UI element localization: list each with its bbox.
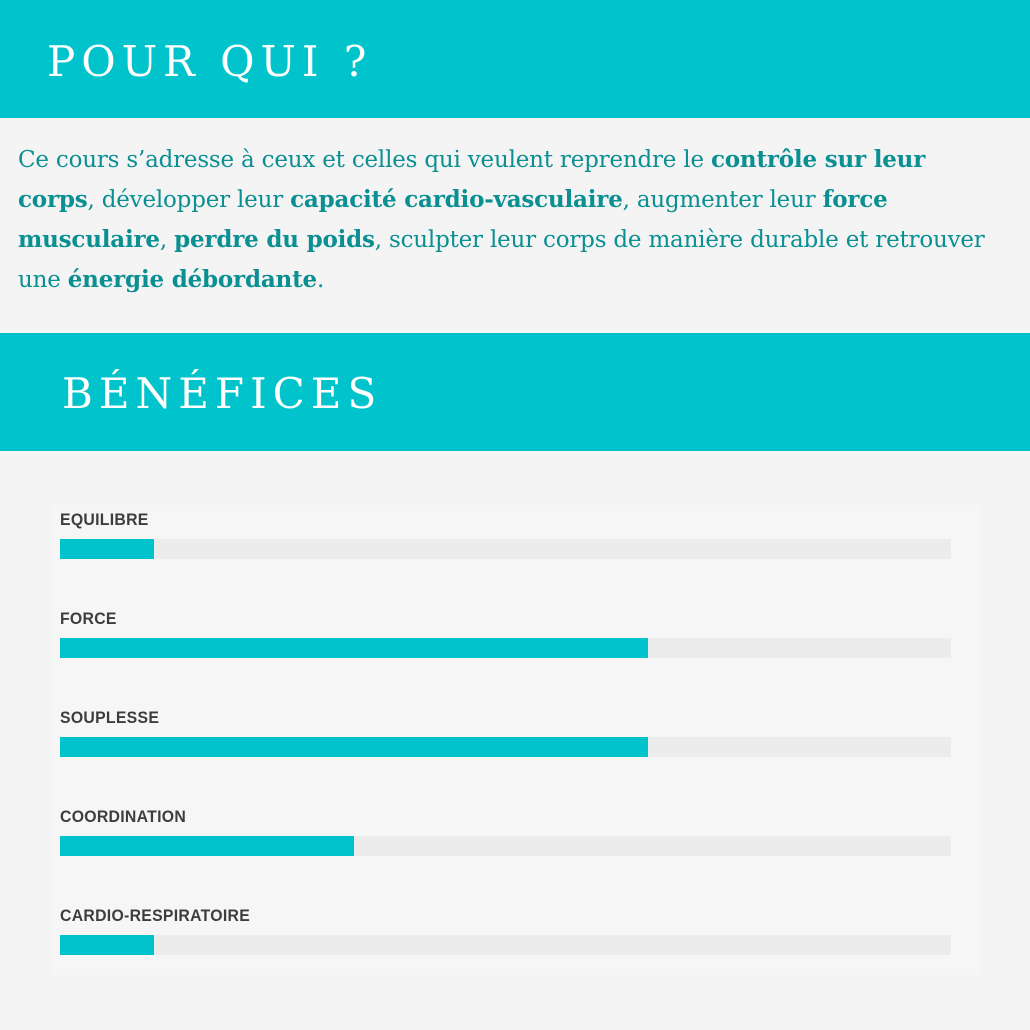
description-text: , augmenter leur (622, 187, 823, 213)
description-text: . (316, 267, 325, 293)
skill-progress-fill (60, 836, 354, 856)
skill-label: CARDIO-RESPIRATOIRE (60, 906, 251, 925)
highlight-text: contrôle sur leur corps (18, 146, 926, 213)
skill-row (60, 609, 951, 669)
skill-row (60, 510, 951, 570)
skill-row (60, 807, 951, 867)
skill-progress-track (60, 737, 951, 757)
description-text: , développer leur (87, 187, 291, 213)
skill-progress-track (60, 539, 951, 559)
skill-progress-track (60, 935, 951, 955)
skill-row (60, 906, 951, 966)
benefices-title: BÉNÉFICES (62, 369, 383, 418)
skill-label: COORDINATION (60, 807, 187, 826)
skill-progress-fill (60, 638, 648, 658)
pour-qui-title: POUR QUI ? (47, 37, 373, 86)
skill-progress-track (60, 638, 951, 658)
skill-label: FORCE (60, 609, 117, 628)
skill-label: SOUPLESSE (60, 708, 160, 727)
description-text: Ce cours s’adresse à ceux et celles qui veulent reprendre le (18, 147, 711, 173)
skill-row (60, 708, 951, 768)
skill-label: EQUILIBRE (60, 510, 149, 529)
skill-progress-fill (60, 935, 154, 955)
highlight-text: force musculaire (18, 186, 888, 253)
highlight-text: perdre du poids (174, 226, 375, 253)
highlight-text: capacité cardio-vasculaire (290, 186, 623, 213)
skill-progress-track (60, 836, 951, 856)
highlight-text: énergie débordante (67, 266, 317, 293)
skill-progress-fill (60, 737, 648, 757)
description-text: , (159, 227, 175, 253)
skill-progress-fill (60, 539, 154, 559)
pour-qui-description (18, 140, 1008, 300)
description-text: , sculpter leur corps de manière durable et retrouver une (18, 227, 985, 293)
